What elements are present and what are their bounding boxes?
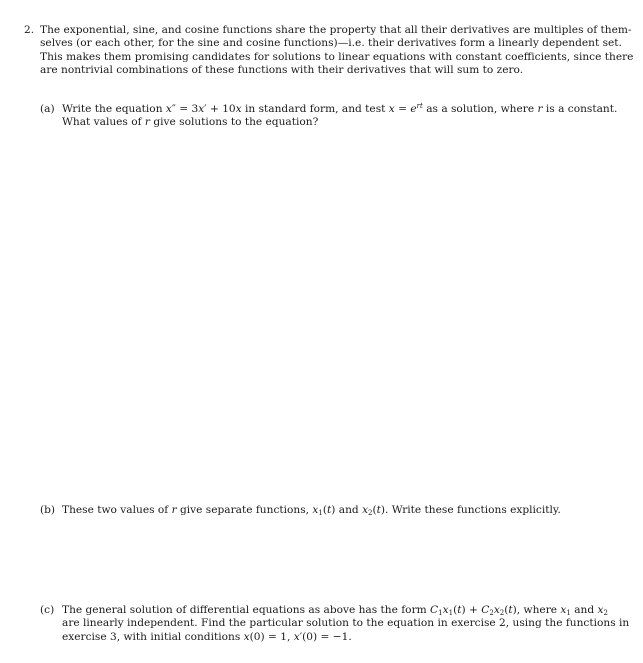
part-b-text: These two values of r give separate functions, $x_1(t)$ and $x_2(t)$. Write these functions explicitly.	[62, 504, 561, 517]
part-a-label: (a)	[40, 103, 55, 115]
problem-intro: The exponential, sine, and cosine functions share the property that all their derivatives are multiples of them- selves (or each other, for the sine and cosine functions)—i.e. their derivatives form a linearly dependent set. This makes them promising candidates for solutions to linear equations with constant coefficients, since there are nontrivial combinations of these functions with their derivatives that will sum to zero.	[40, 24, 634, 76]
part-c-text: The general solution of differential equations as above has the form $C_1x_1(t) + C_2x_2(t)$, where $x_1$ and $x_2$ are linearly independent. Find the particular solution to the equation in exercise 2, using the functions in exercise 3, with initial conditions x(0) = 1, x′(0) = −1.	[62, 604, 630, 643]
part-b-label: (b)	[40, 504, 56, 516]
problem-number: 2.	[24, 24, 35, 36]
part-a-text: Write the equation x″ = 3x′ + 10x in standard form, and test $x = e^{rt}$ as a solution, where r is a constant. What values of r give solutions to the equation?	[62, 102, 618, 129]
part-c-label: (c)	[40, 604, 55, 616]
